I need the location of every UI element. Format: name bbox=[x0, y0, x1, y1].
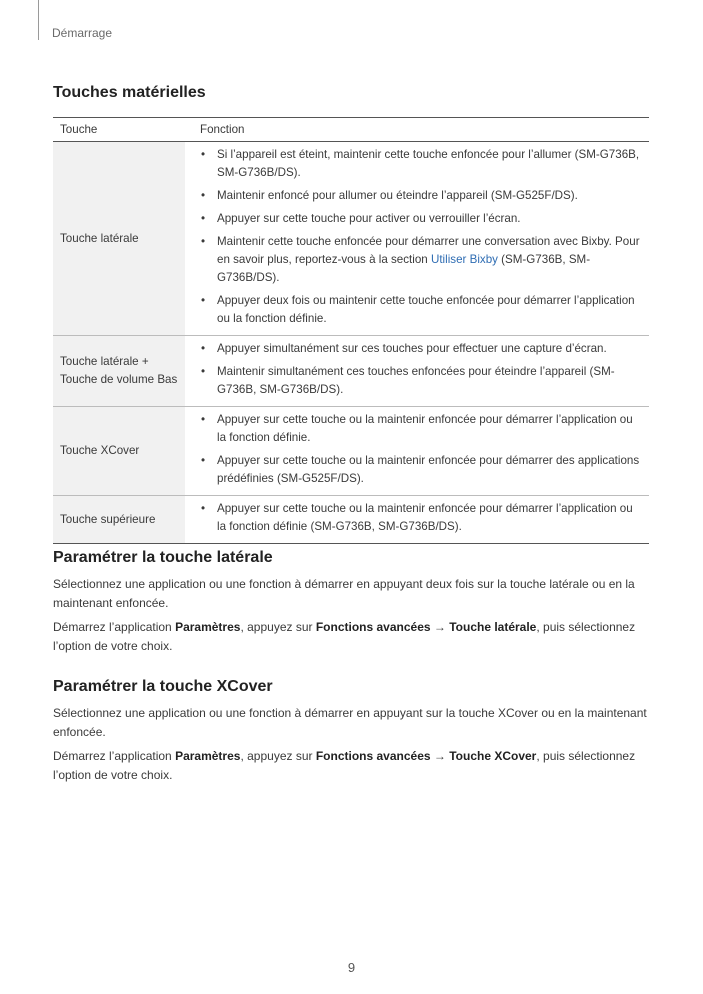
table-row-top-key bbox=[53, 496, 649, 544]
advanced-features-label: Fonctions avancées bbox=[315, 620, 431, 634]
key-name: Touche latérale bbox=[53, 142, 185, 336]
xcover-key-label: Touche XCover bbox=[449, 749, 537, 763]
function-list bbox=[200, 407, 642, 495]
function-list bbox=[200, 142, 642, 335]
function-item: • Maintenir enfoncé pour allumer ou éteindre l’appareil (SM-G525F/DS). bbox=[200, 187, 642, 205]
section-instructions: Démarrez l’application Paramètres, appuyez sur Fonctions avancées → Touche latérale, puis sélectionnez l’option de votre choix. bbox=[53, 620, 636, 653]
margin-rule bbox=[38, 0, 39, 40]
section-title: Paramétrer la touche latérale bbox=[53, 549, 273, 566]
column-header-function: Fonction bbox=[185, 118, 649, 142]
table-row-side-volume bbox=[53, 336, 649, 407]
function-item: • Si l’appareil est éteint, maintenir cette touche enfoncée pour l’allumer (SM-G736B, SM-G736B/DS). bbox=[200, 146, 642, 182]
arrow-icon: → bbox=[430, 620, 450, 634]
function-list bbox=[200, 336, 642, 406]
settings-app-name: Paramètres bbox=[175, 620, 241, 634]
settings-app-name: Paramètres bbox=[175, 749, 241, 763]
hardware-keys-table bbox=[53, 117, 649, 544]
key-name: Touche XCover bbox=[53, 407, 185, 496]
page-number: 9 bbox=[347, 960, 356, 975]
section-intro: Sélectionnez une application ou une fonction à démarrer en appuyant sur la touche XCover ou en la maintenant enfoncée. bbox=[53, 706, 647, 739]
key-name: Touche supérieure bbox=[53, 496, 185, 544]
function-item: • Appuyer sur cette touche ou la maintenir enfoncée pour démarrer l’application ou la fonction définie (SM-G736B, SM-G736B/DS). bbox=[200, 500, 642, 536]
advanced-features-label: Fonctions avancées bbox=[315, 749, 431, 763]
function-list bbox=[200, 496, 642, 543]
key-name: Touche latérale + Touche de volume Bas bbox=[53, 336, 185, 407]
function-item-bixby: • Maintenir cette touche enfoncée pour démarrer une conversation avec Bixby. Pour en savoir plus, reportez-vous à la section Utiliser Bixby (SM-G736B, SM-G736B/DS). bbox=[200, 233, 642, 287]
side-key-label: Touche latérale bbox=[449, 620, 537, 634]
table-header-row bbox=[53, 118, 649, 142]
section-intro: Sélectionnez une application ou une fonction à démarrer en appuyant deux fois sur la touche latérale ou en la maintenant enfoncée. bbox=[53, 577, 635, 610]
table-row-side-key bbox=[53, 142, 649, 336]
function-item: • Maintenir simultanément ces touches enfoncées pour éteindre l’appareil (SM-G736B, SM-G736B/DS). bbox=[200, 363, 642, 399]
column-header-key: Touche bbox=[53, 118, 185, 142]
bixby-link[interactable]: Utiliser Bixby bbox=[430, 253, 498, 266]
page-title: Touches matérielles bbox=[53, 84, 206, 101]
function-item: • Appuyer deux fois ou maintenir cette touche enfoncée pour démarrer l’application ou la fonction définie. bbox=[200, 292, 642, 328]
function-item: • Appuyer simultanément sur ces touches pour effectuer une capture d’écran. bbox=[200, 340, 642, 358]
function-item: • Appuyer sur cette touche pour activer ou verrouiller l’écran. bbox=[200, 210, 642, 228]
running-header: Démarrage bbox=[52, 26, 113, 40]
section-side-key bbox=[53, 549, 649, 661]
function-item: • Appuyer sur cette touche ou la maintenir enfoncée pour démarrer l’application ou la fonction définie. bbox=[200, 411, 642, 447]
arrow-icon: → bbox=[430, 749, 450, 763]
table-row-xcover bbox=[53, 407, 649, 496]
section-xcover-key bbox=[53, 678, 649, 790]
section-title: Paramétrer la touche XCover bbox=[53, 678, 273, 695]
section-instructions: Démarrez l’application Paramètres, appuyez sur Fonctions avancées → Touche XCover, puis sélectionnez l’option de votre choix. bbox=[53, 749, 636, 782]
function-item: • Appuyer sur cette touche ou la maintenir enfoncée pour démarrer des applications prédéfinies (SM-G525F/DS). bbox=[200, 452, 642, 488]
